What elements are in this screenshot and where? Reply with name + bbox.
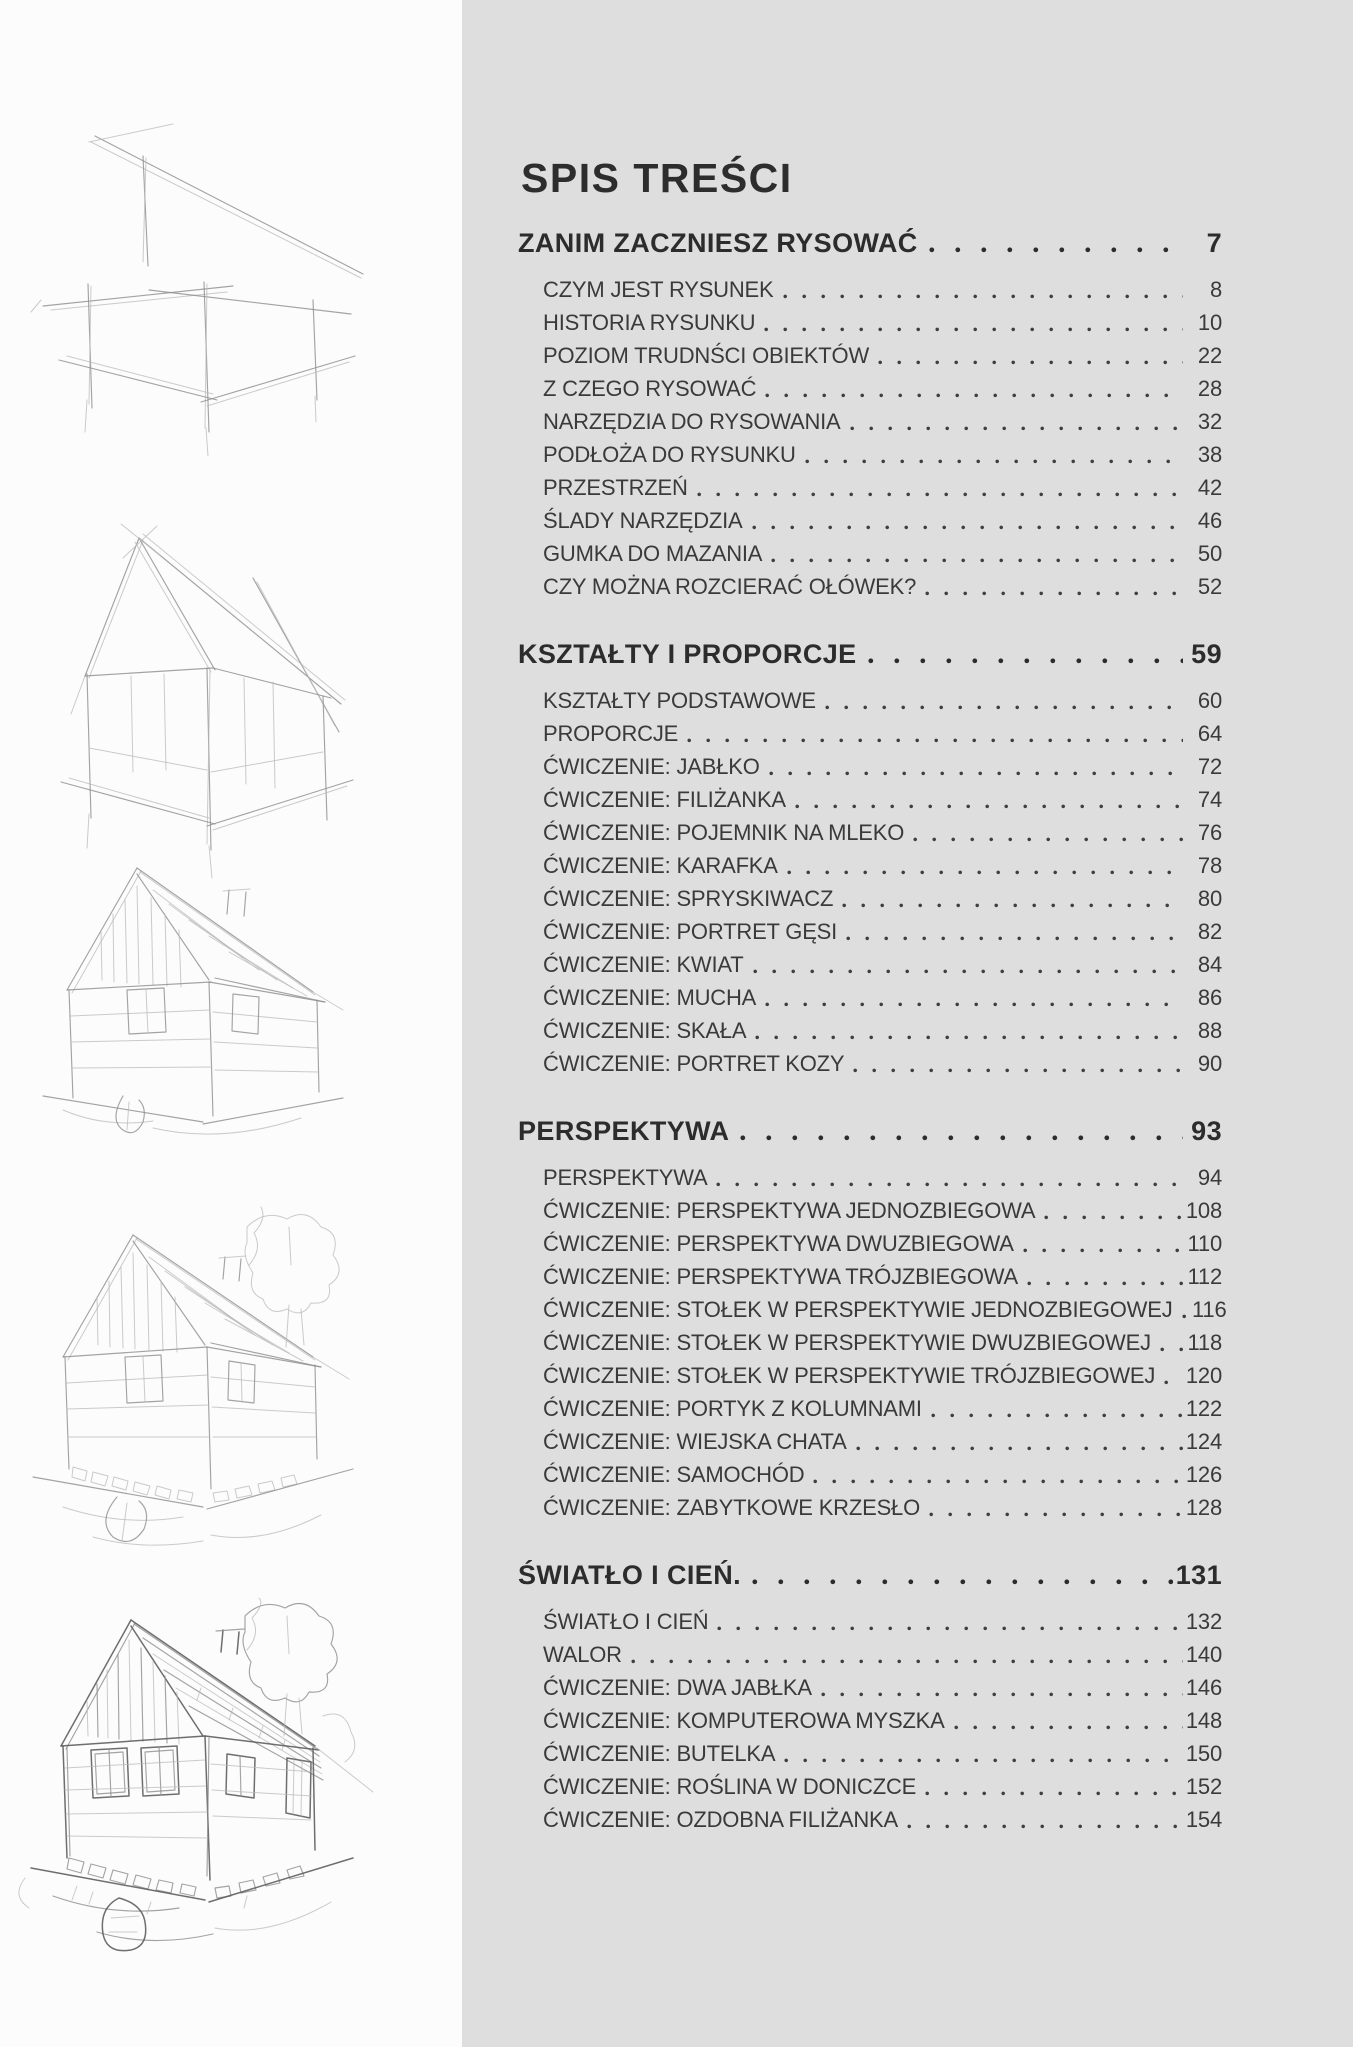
item-title: ŚLADY NARZĘDZIA — [543, 508, 743, 533]
item-page-number: 118 — [1187, 1330, 1222, 1355]
item-page-number: 64 — [1197, 721, 1222, 746]
leader-dots — [869, 339, 1186, 372]
item-title: ĆWICZENIE: SAMOCHÓD — [543, 1462, 805, 1487]
item-page-number: 146 — [1185, 1675, 1222, 1700]
item-page-number: 120 — [1185, 1363, 1222, 1388]
chapter-title: ŚWIATŁO I CIEŃ. — [518, 1560, 741, 1590]
item-page-number: 126 — [1185, 1462, 1222, 1487]
leader-dots — [833, 882, 1186, 915]
item-page-number: 32 — [1197, 409, 1222, 434]
cottage-sketch-stage-5-finished-drawing — [1, 1596, 461, 1996]
item-title: ĆWICZENIE: PORTRET KOZY — [543, 1051, 845, 1076]
toc-item-row — [543, 537, 1222, 570]
item-title: ĆWICZENIE: KOMPUTEROWA MYSZKA — [543, 1708, 945, 1733]
item-page-number: 110 — [1187, 1231, 1222, 1256]
leader-dots — [816, 684, 1186, 717]
item-title: ĆWICZENIE: SPRYSKIWACZ — [543, 886, 834, 911]
item-title: ĆWICZENIE: WIEJSKA CHATA — [543, 1429, 847, 1454]
leader-dots — [1018, 1260, 1186, 1293]
item-page-number: 52 — [1197, 574, 1222, 599]
leader-dots — [916, 1770, 1186, 1803]
leader-dots — [898, 1803, 1186, 1836]
leader-dots — [796, 438, 1186, 471]
item-page-number: 124 — [1185, 1429, 1222, 1454]
leader-dots — [746, 1014, 1186, 1047]
leader-dots — [904, 816, 1186, 849]
toc-item-list — [518, 273, 1222, 603]
leader-dots — [804, 1458, 1185, 1491]
leader-dots — [844, 1047, 1186, 1080]
leader-dots — [1014, 1227, 1186, 1260]
item-title: CZY MOŻNA ROZCIERAĆ OŁÓWEK? — [543, 574, 917, 599]
leader-dots — [786, 783, 1186, 816]
toc-item-row — [543, 1803, 1222, 1836]
toc-section — [518, 1558, 1222, 1836]
item-title: WALOR — [543, 1642, 622, 1667]
toc-item-row — [543, 1161, 1222, 1194]
toc-item-row — [543, 1605, 1222, 1638]
chapter-page-number: 131 — [1175, 1560, 1222, 1590]
toc-section — [518, 1114, 1227, 1524]
toc-item-row — [543, 438, 1222, 471]
toc-item-row — [543, 1671, 1222, 1704]
item-page-number: 116 — [1192, 1297, 1227, 1322]
toc-item-row — [543, 981, 1222, 1014]
leader-dots — [760, 750, 1186, 783]
item-page-number: 94 — [1197, 1165, 1222, 1190]
leader-dots — [729, 1114, 1186, 1148]
cottage-sketch-stage-4-details-and-trees — [1, 1205, 461, 1605]
leader-dots — [741, 1558, 1176, 1592]
cottage-sketch-stage-3-structure-outline — [1, 858, 461, 1188]
toc-item-row — [543, 1326, 1222, 1359]
toc-item-row — [543, 783, 1222, 816]
toc-item-row — [543, 339, 1222, 372]
item-page-number: 60 — [1197, 688, 1222, 713]
toc-chapter-row — [518, 1114, 1222, 1148]
item-page-number: 148 — [1185, 1708, 1222, 1733]
leader-dots — [755, 306, 1186, 339]
item-title: PODŁOŻA DO RYSUNKU — [543, 442, 796, 467]
item-page-number: 46 — [1197, 508, 1222, 533]
item-title: KSZTAŁTY PODSTAWOWE — [543, 688, 816, 713]
toc-item-row — [543, 273, 1222, 306]
leader-dots — [922, 1392, 1186, 1425]
item-page-number: 76 — [1197, 820, 1222, 845]
item-title: ĆWICZENIE: POJEMNIK NA MLEKO — [543, 820, 905, 845]
toc-item-list — [518, 1161, 1227, 1524]
leader-dots — [744, 948, 1187, 981]
leader-dots — [920, 1491, 1186, 1524]
toc-item-row — [543, 405, 1222, 438]
item-page-number: 80 — [1197, 886, 1222, 911]
cottage-sketch-stage-1-perspective-box — [1, 60, 461, 480]
item-title: ĆWICZENIE: ZABYTKOWE KRZESŁO — [543, 1495, 920, 1520]
toc-item-row — [543, 1014, 1222, 1047]
page-title: SPIS TREŚCI — [521, 155, 793, 202]
item-title: ĆWICZENIE: STOŁEK W PERSPEKTYWIE JEDNOZBIEGOWEJ — [543, 1297, 1173, 1322]
toc-item-row — [543, 1704, 1222, 1737]
item-title: HISTORIA RYSUNKU — [543, 310, 756, 335]
item-title: ĆWICZENIE: PORTYK Z KOLUMNAMI — [543, 1396, 922, 1421]
chapter-page-number: 59 — [1191, 639, 1222, 669]
item-title: ĆWICZENIE: PORTRET GĘSI — [543, 919, 838, 944]
leader-dots — [743, 504, 1186, 537]
cottage-sketch-stage-2-roof-framework — [1, 480, 461, 900]
item-title: CZYM JEST RYSUNEK — [543, 277, 774, 302]
table-of-contents — [518, 226, 1227, 1836]
item-title: ĆWICZENIE: OZDOBNA FILIŻANKA — [543, 1807, 898, 1832]
chapter-page-number: 93 — [1191, 1116, 1222, 1146]
item-title: ĆWICZENIE: ROŚLINA W DONICZCE — [543, 1774, 917, 1799]
leader-dots — [945, 1704, 1186, 1737]
leader-dots — [756, 981, 1186, 1014]
item-page-number: 82 — [1197, 919, 1222, 944]
toc-item-row — [543, 1260, 1222, 1293]
item-title: PRZESTRZEŃ — [543, 475, 688, 500]
toc-chapter-row — [518, 1558, 1222, 1592]
item-title: ĆWICZENIE: JABŁKO — [543, 754, 760, 779]
leader-dots — [918, 226, 1186, 260]
chapter-title: PERSPEKTYWA — [518, 1116, 730, 1146]
toc-item-row — [543, 1227, 1222, 1260]
leader-dots — [837, 915, 1186, 948]
item-page-number: 22 — [1197, 343, 1222, 368]
toc-item-row — [543, 504, 1222, 537]
toc-item-row — [543, 1194, 1222, 1227]
item-page-number: 152 — [1185, 1774, 1222, 1799]
leader-dots — [1155, 1359, 1186, 1392]
item-title: ĆWICZENIE: STOŁEK W PERSPEKTYWIE TRÓJZBIEGOWEJ — [543, 1363, 1156, 1388]
leader-dots — [756, 372, 1186, 405]
item-title: PERSPEKTYWA — [543, 1165, 708, 1190]
toc-item-row — [543, 1359, 1222, 1392]
item-title: ĆWICZENIE: PERSPEKTYWA DWUZBIEGOWA — [543, 1231, 1014, 1256]
leader-dots — [774, 273, 1186, 306]
item-page-number: 128 — [1185, 1495, 1222, 1520]
toc-item-row — [543, 1737, 1222, 1770]
item-title: ĆWICZENIE: STOŁEK W PERSPEKTYWIE DWUZBIEGOWEJ — [543, 1330, 1151, 1355]
leader-dots — [1035, 1194, 1186, 1227]
toc-chapter-row — [518, 226, 1222, 260]
leader-dots — [775, 1737, 1186, 1770]
item-title: GUMKA DO MAZANIA — [543, 541, 763, 566]
leader-dots — [841, 405, 1186, 438]
item-page-number: 154 — [1185, 1807, 1222, 1832]
item-page-number: 38 — [1197, 442, 1222, 467]
leader-dots — [1151, 1326, 1186, 1359]
leader-dots — [678, 717, 1186, 750]
leader-dots — [916, 570, 1186, 603]
item-page-number: 42 — [1197, 475, 1222, 500]
item-title: PROPORCJE — [543, 721, 679, 746]
item-page-number: 28 — [1197, 376, 1222, 401]
toc-item-row — [543, 948, 1222, 981]
chapter-title: KSZTAŁTY I PROPORCJE — [518, 639, 857, 669]
leader-dots — [847, 1425, 1186, 1458]
toc-item-row — [543, 717, 1222, 750]
toc-section — [518, 226, 1222, 603]
item-page-number: 86 — [1197, 985, 1222, 1010]
item-title: ĆWICZENIE: KARAFKA — [543, 853, 778, 878]
toc-item-row — [543, 306, 1222, 339]
item-page-number: 88 — [1197, 1018, 1222, 1043]
item-title: ĆWICZENIE: BUTELKA — [543, 1741, 776, 1766]
item-page-number: 122 — [1185, 1396, 1222, 1421]
item-page-number: 112 — [1187, 1264, 1222, 1289]
toc-item-row — [543, 471, 1222, 504]
item-title: ĆWICZENIE: DWA JABŁKA — [543, 1675, 812, 1700]
toc-item-row — [543, 882, 1222, 915]
toc-item-row — [543, 750, 1222, 783]
item-title: ĆWICZENIE: MUCHA — [543, 985, 757, 1010]
toc-item-row — [543, 1392, 1222, 1425]
toc-item-row — [543, 849, 1222, 882]
item-page-number: 150 — [1185, 1741, 1222, 1766]
toc-item-row — [543, 570, 1222, 603]
item-page-number: 50 — [1197, 541, 1222, 566]
toc-item-row — [543, 1458, 1222, 1491]
leader-dots — [857, 637, 1186, 671]
item-title: POZIOM TRUDNŚCI OBIEKTÓW — [543, 343, 870, 368]
toc-item-row — [543, 372, 1222, 405]
item-page-number: 74 — [1197, 787, 1222, 812]
toc-item-row — [543, 1638, 1222, 1671]
toc-item-row — [543, 1425, 1222, 1458]
toc-item-row — [543, 1047, 1222, 1080]
item-title: ĆWICZENIE: FILIŻANKA — [543, 787, 786, 812]
toc-item-row — [543, 816, 1222, 849]
leader-dots — [688, 471, 1186, 504]
chapter-page-number: 7 — [1206, 228, 1222, 258]
toc-item-row — [543, 915, 1222, 948]
toc-item-list — [518, 1605, 1222, 1836]
item-page-number: 108 — [1185, 1198, 1222, 1223]
toc-item-row — [543, 684, 1222, 717]
item-page-number: 8 — [1209, 277, 1222, 302]
leader-dots — [622, 1638, 1186, 1671]
item-title: ĆWICZENIE: PERSPEKTYWA TRÓJZBIEGOWA — [543, 1264, 1019, 1289]
leader-dots — [708, 1605, 1185, 1638]
item-title: ĆWICZENIE: KWIAT — [543, 952, 744, 977]
item-title: ĆWICZENIE: PERSPEKTYWA JEDNOZBIEGOWA — [543, 1198, 1036, 1223]
toc-item-list — [518, 684, 1222, 1080]
chapter-title: ZANIM ZACZNIESZ RYSOWAĆ — [518, 228, 918, 258]
item-page-number: 90 — [1197, 1051, 1222, 1076]
item-title: NARZĘDZIA DO RYSOWANIA — [543, 409, 841, 434]
item-page-number: 132 — [1185, 1609, 1222, 1634]
leader-dots — [707, 1161, 1186, 1194]
sketch-sidebar — [0, 0, 462, 2047]
item-page-number: 78 — [1197, 853, 1222, 878]
leader-dots — [762, 537, 1186, 570]
item-title: ŚWIATŁO I CIEŃ — [543, 1609, 709, 1634]
item-title: ĆWICZENIE: SKAŁA — [543, 1018, 747, 1043]
toc-item-row — [543, 1293, 1227, 1326]
toc-section — [518, 637, 1222, 1080]
leader-dots — [778, 849, 1186, 882]
leader-dots — [812, 1671, 1186, 1704]
item-page-number: 84 — [1197, 952, 1222, 977]
toc-chapter-row — [518, 637, 1222, 671]
item-page-number: 140 — [1185, 1642, 1222, 1667]
toc-item-row — [543, 1770, 1222, 1803]
item-page-number: 10 — [1197, 310, 1222, 335]
item-page-number: 72 — [1197, 754, 1222, 779]
leader-dots — [1173, 1293, 1191, 1326]
item-title: Z CZEGO RYSOWAĆ — [543, 376, 757, 401]
toc-item-row — [543, 1491, 1222, 1524]
